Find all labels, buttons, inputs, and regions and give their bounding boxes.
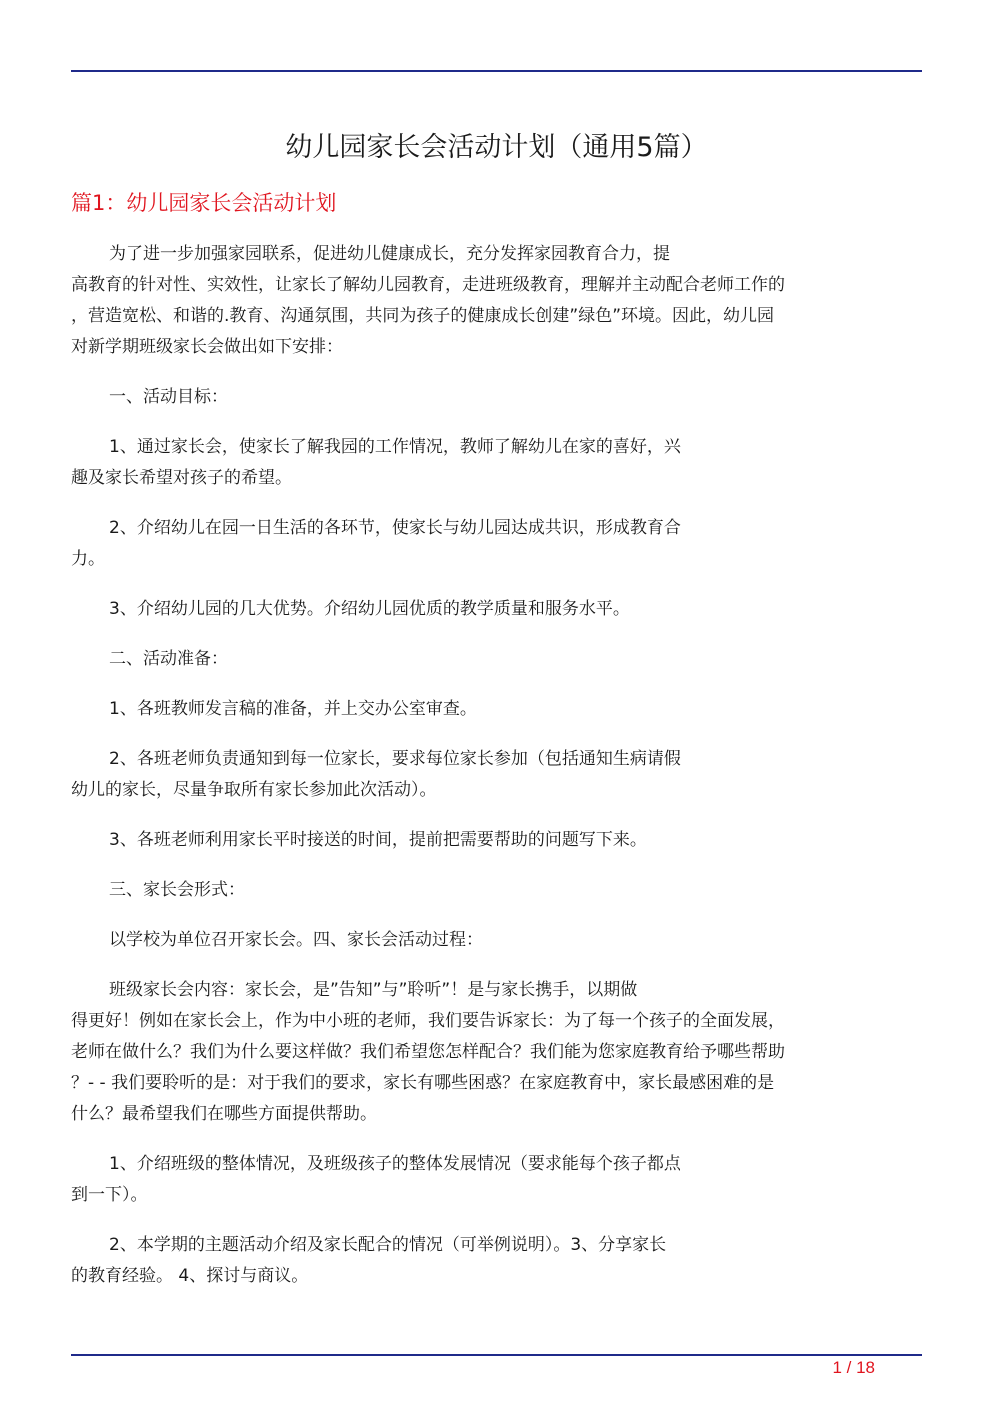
paragraph [71, 925, 922, 956]
paragraph-line: 老师在做什么？我们为什么要这样做？我们希望您怎样配合？我们能为您家庭教育给予哪些帮助 [71, 1042, 785, 1062]
paragraph [71, 1149, 922, 1211]
paragraph [71, 875, 922, 906]
document-title: 幼儿园家长会活动计划（通用5篇） [285, 132, 708, 163]
paragraph-line: 1、介绍班级的整体情况，及班级孩子的整体发展情况（要求能每个孩子都点 [109, 1154, 681, 1174]
paragraph-line: 对新学期班级家长会做出如下安排： [71, 337, 343, 357]
paragraph [71, 644, 922, 675]
paragraph-line: 以学校为单位召开家长会。四、家长会活动过程： [109, 930, 483, 950]
paragraph [71, 382, 922, 413]
paragraph [71, 1230, 922, 1292]
paragraph [71, 594, 922, 625]
paragraph-line: 2、各班老师负责通知到每一位家长，要求每位家长参加（包括通知生病请假 [109, 749, 681, 769]
document-body [71, 239, 922, 1311]
header-rule [71, 70, 922, 72]
paragraph-line: 幼儿的家长，尽量争取所有家长参加此次活动）。 [71, 780, 437, 800]
paragraph-line: 1、各班教师发言稿的准备，并上交办公室审查。 [109, 699, 477, 719]
paragraph [71, 975, 922, 1130]
paragraph-line: ？- - 我们要聆听的是：对于我们的要求，家长有哪些困惑？在家庭教育中，家长最感困难的是 [71, 1073, 775, 1093]
paragraph-line: 二、活动准备： [109, 649, 228, 669]
paragraph-line: 2、本学期的主题活动介绍及家长配合的情况（可举例说明）。3、分享家长 [109, 1235, 667, 1255]
paragraph-line: 班级家长会内容：家长会，是”告知”与”聆听”！是与家长携手，以期做 [109, 980, 638, 1000]
paragraph-line: 什么？最希望我们在哪些方面提供帮助。 [71, 1104, 377, 1124]
paragraph-line: 力。 [71, 549, 105, 569]
paragraph [71, 432, 922, 494]
paragraph-line: 三、家长会形式： [109, 880, 245, 900]
paragraph-line: 2、介绍幼儿在园一日生活的各环节，使家长与幼儿园达成共识，形成教育合 [109, 518, 681, 538]
paragraph-line: 一、活动目标： [109, 387, 228, 407]
paragraph-line: 3、介绍幼儿园的几大优势。介绍幼儿园优质的教学质量和服务水平。 [109, 599, 630, 619]
page-number: 1 / 18 [832, 1358, 875, 1377]
paragraph-line: ，营造宽松、和谐的.教育、沟通氛围，共同为孩子的健康成长创建”绿色”环境。因此，幼儿园 [71, 306, 775, 326]
paragraph-line: 趣及家长希望对孩子的希望。 [71, 468, 292, 488]
paragraph-line: 为了进一步加强家园联系，促进幼儿健康成长，充分发挥家园教育合力，提 [109, 244, 670, 264]
paragraph-line: 得更好！例如在家长会上，作为中小班的老师，我们要告诉家长：为了每一个孩子的全面发展， [71, 1011, 785, 1031]
paragraph [71, 694, 922, 725]
paragraph-line: 的教育经验。 4、探讨与商议。 [71, 1266, 309, 1286]
section-heading: 篇1：幼儿园家长会活动计划 [71, 191, 337, 215]
paragraph-line: 高教育的针对性、实效性，让家长了解幼儿园教育，走进班级教育，理解并主动配合老师工作的 [71, 275, 785, 295]
paragraph [71, 239, 922, 363]
paragraph [71, 513, 922, 575]
paragraph [71, 825, 922, 856]
paragraph-line: 1、通过家长会，使家长了解我园的工作情况，教师了解幼儿在家的喜好，兴 [109, 437, 681, 457]
paragraph-line: 到一下）。 [71, 1185, 148, 1205]
paragraph-line: 3、各班老师利用家长平时接送的时间，提前把需要帮助的问题写下来。 [109, 830, 647, 850]
paragraph [71, 744, 922, 806]
footer-rule [71, 1354, 922, 1356]
